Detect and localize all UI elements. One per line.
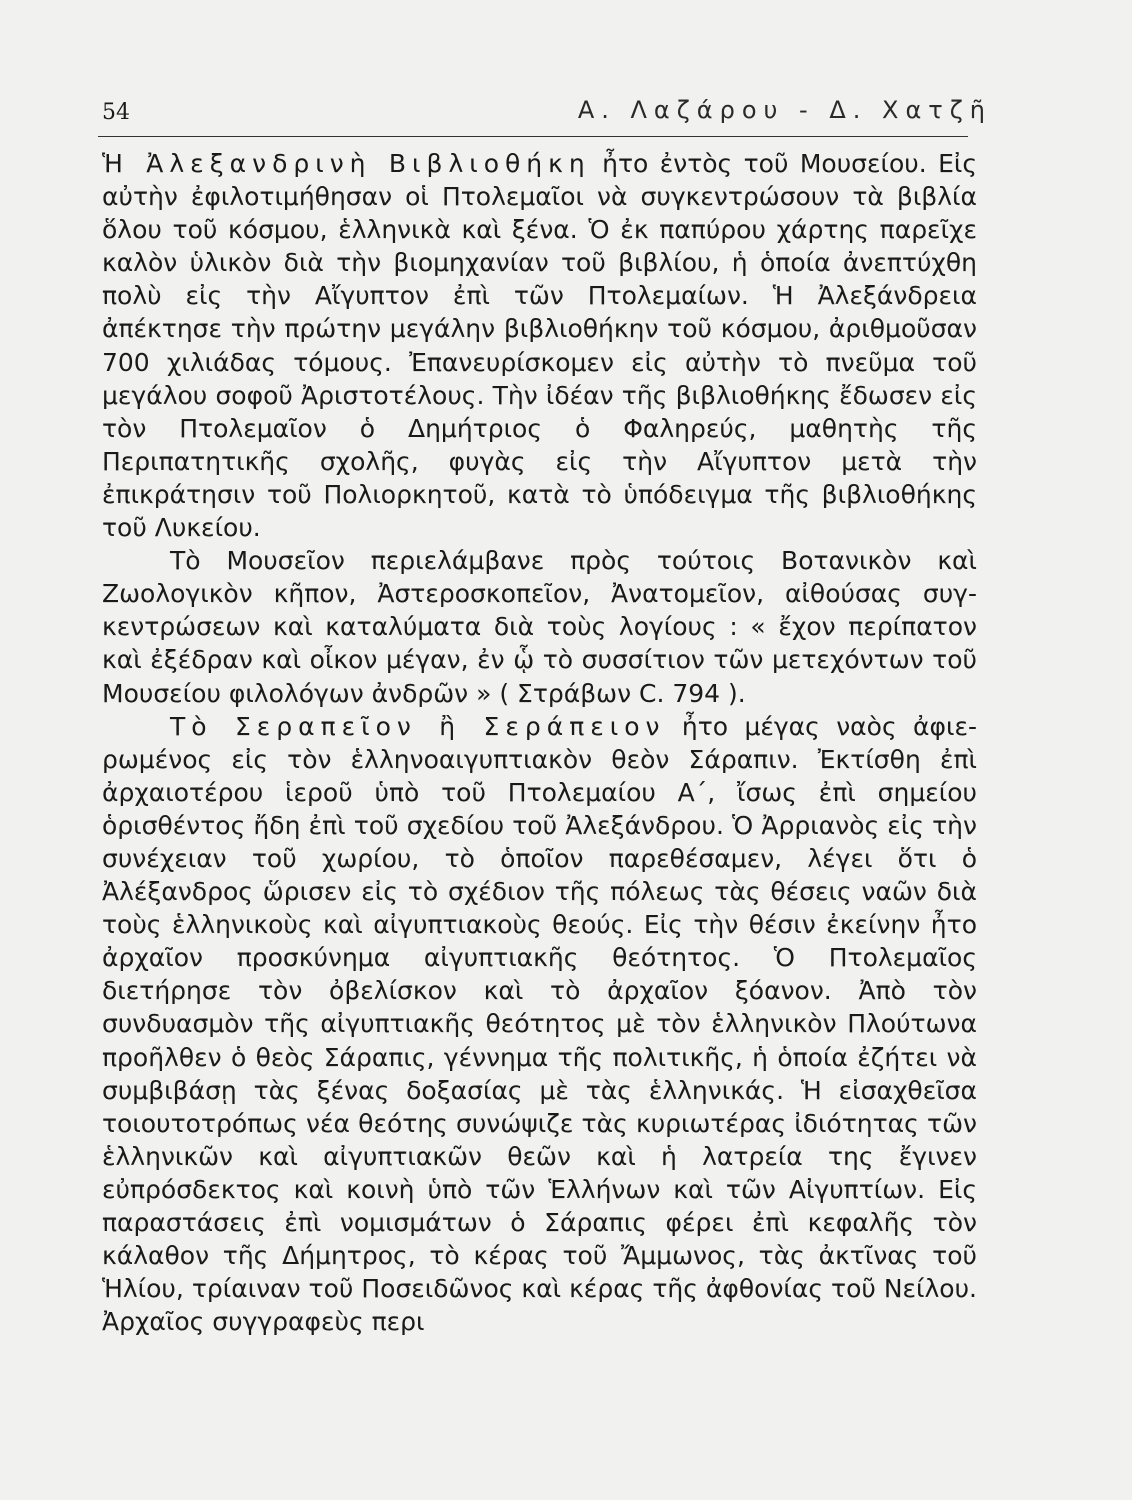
paragraph-text: Τὸ Μουσεῖον περιελάμβανε πρὸς τούτοις Βοτανικὸν καὶ Ζωολογικὸν κῆπον, Ἀστεροσκοπεῖον, Ἀνατομεῖον, αἰθούσας συγκεντρώσεων καὶ καταλύματα διὰ τοὺς λογίους : « ἔχον περίπατον καὶ ἐξέδραν καὶ οἶκον μέγαν, ἐν ᾧ τὸ συσσίτιον τῶν μετεχόντων τοῦ Μουσείου φιλολόγων ἀνδρῶν » ( Στράβων C. 794 ). <box>102 546 977 708</box>
paragraph-text: ἦτο μέγας ναὸς ἀφιερωμένος εἰς τὸν ἑλληνοαιγυπτιακὸν θεὸν Σάραπιν. Ἐκτίσθη ἐπὶ ἀρχαιοτέρου ἱεροῦ ὑπὸ τοῦ Πτολεμαίου Α΄, ἴσως ἐπὶ σημείου ὁρισθέντος ἤδη ἐπὶ τοῦ σχεδίου τοῦ Ἀλεξάνδρου. Ὁ Ἀρριανὸς εἰς τὴν συνέχειαν τοῦ χωρίου, τὸ ὁποῖον παρεθέσαμεν, λέγει ὅτι ὁ Ἀλέξανδρος ὥρισεν εἰς τὸ σχέδιον τῆς πόλεως τὰς θέσεις ναῶν διὰ τοὺς ἑλληνικοὺς καὶ αἰγυπτιακοὺς θεούς. Εἰς τὴν θέσιν ἐκείνην ἦτο ἀρχαῖον προσκύνημα αἰγυπτιακῆς θεότητος. Ὁ Πτολεμαῖος διετήρησε τὸν ὀβελίσκον καὶ τὸ ἀρχαῖον ξόανον. Ἀπὸ τὸν συνδυασμὸν τῆς αἰγυπτιακῆς θεότητος μὲ τὸν ἑλληνικὸν Πλούτωνα προῆλθεν ὁ θεὸς Σάραπις, γέννημα τῆς πολιτικῆς, ἡ ὁποία ἐζήτει νὰ συμβιβάσῃ τὰς ξένας δοξασίας μὲ τὰς ἑλληνικάς. Ἡ εἰσαχθεῖσα τοιουτοτρόπως νέα θεότης συνώψιζε τὰς κυριωτέρας ἰδιότητας τῶν ἑλληνικῶν καὶ αἰγυπτιακῶν θεῶν καὶ ἡ λατρεία της ἔγινεν εὐπρόσδεκτος καὶ κοινὴ ὑπὸ τῶν Ἑλλήνων καὶ τῶν Αἰγυπτίων. Εἰς παραστάσεις ἐπὶ νομισμάτων ὁ Σάραπις φέρει ἐπὶ κεφαλῆς τὸν κάλαθον τῆς Δήμητρος, τὸ κέρας τοῦ Ἄμμωνος, τὰς ἀκτῖνας τοῦ Ἡλίου, τρίαιναν τοῦ Ποσειδῶνος καὶ κέρας τῆς ἀφθονίας τοῦ Νείλου. Ἀρχαῖος συγγραφεὺς περι <box>102 711 978 1337</box>
running-head: Α. Λαζάρου - Δ. Χατζῆ <box>577 96 992 124</box>
page-number: 54 <box>102 100 130 125</box>
emphasis-serapeum: Τὸ Σεραπεῖον ἢ Σεράπειον <box>170 711 666 741</box>
paragraph-serapeum <box>102 710 977 1339</box>
paragraph-text: ἦτο ἐντὸς τοῦ Μουσείου. Εἰς αὐτὴν ἐφιλοτιμήθησαν οἱ Πτολεμαῖοι νὰ συγκεντρώσουν τὰ βιβλία ὅλου τοῦ κόσμου, ἑλληνικὰ καὶ ξένα. Ὁ ἐκ παπύρου χάρτης παρεῖχε καλὸν ὑλικὸν διὰ τὴν βιομηχανίαν τοῦ βιβλίου, ἡ ὁποία ἀνεπτύχθη πολὺ εἰς τὴν Αἴγυπτον ἐπὶ τῶν Πτολεμαίων. Ἡ Ἀλεξάνδρεια ἀπέκτησε τὴν πρώτην μεγάλην βιβλιοθήκην τοῦ κόσμου, ἀριθμοῦσαν 700 χιλιάδας τόμους. Ἐπανευρίσκομεν εἰς αὐτὴν τὸ πνεῦμα τοῦ μεγάλου σοφοῦ Ἀριστοτέλους. Τὴν ἰδέαν τῆς βιβλιοθήκης ἔδωσεν εἰς τὸν Πτολεμαῖον ὁ Δημήτριος ὁ Φαληρεύς, μαθητὴς τῆς Περιπατητικῆς σχολῆς, φυγὰς εἰς τὴν Αἴγυπτον μετὰ τὴν ἐπικράτησιν τοῦ Πολιορκητοῦ, κατὰ τὸ ὑπόδειγμα τῆς βιβλιοθήκης τοῦ Λυκείου. <box>102 149 978 543</box>
paragraph-museum <box>102 544 977 709</box>
paragraph-library <box>102 147 977 544</box>
body-text <box>102 147 977 1338</box>
emphasis-library: Ἡ Ἀλεξανδρινὴ Βιβλιοθήκη <box>102 149 591 178</box>
header-rule <box>98 136 968 137</box>
